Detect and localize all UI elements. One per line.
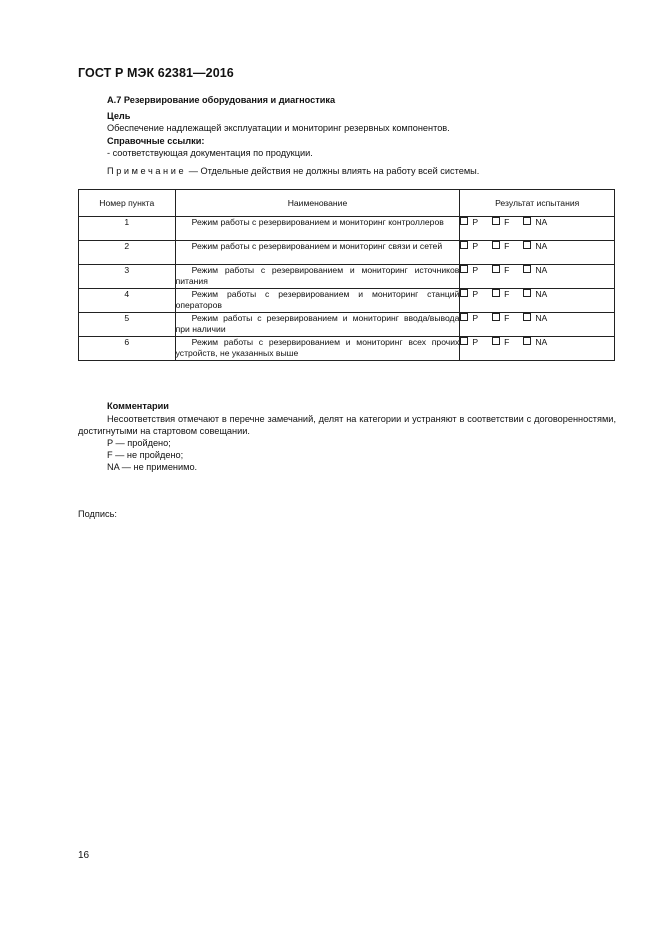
checkbox-na[interactable] bbox=[523, 217, 531, 225]
option-label-p: P bbox=[472, 265, 479, 275]
checkbox-na[interactable] bbox=[523, 289, 531, 297]
goal-text: Обеспечение надлежащей эксплуатации и мониторинг резервных компонентов. bbox=[107, 123, 450, 133]
result-option-na[interactable] bbox=[523, 289, 547, 300]
result-option-f[interactable] bbox=[492, 217, 509, 228]
header-num: Номер пункта bbox=[79, 190, 176, 217]
comments-block bbox=[78, 413, 616, 473]
checkbox-f[interactable] bbox=[492, 313, 500, 321]
option-label-p: P bbox=[472, 241, 479, 251]
comments-text: Несоответствия отмечают в перечне замечаний, делят на категории и устраняют в соответствии с договоренностями, достигнутыми на стартовом совещании. bbox=[78, 414, 616, 436]
option-label-na: NA bbox=[535, 337, 548, 347]
option-label-f: F bbox=[504, 289, 510, 299]
checkbox-na[interactable] bbox=[523, 313, 531, 321]
goal-label: Цель bbox=[107, 111, 131, 121]
result-option-p[interactable] bbox=[460, 241, 478, 252]
option-label-f: F bbox=[504, 265, 510, 275]
result-option-p[interactable] bbox=[460, 289, 478, 300]
row-number: 2 bbox=[79, 241, 176, 265]
option-label-f: F bbox=[504, 337, 510, 347]
result-option-f[interactable] bbox=[492, 289, 509, 300]
document-title: ГОСТ Р МЭК 62381—2016 bbox=[78, 66, 234, 80]
row-number: 4 bbox=[79, 289, 176, 313]
option-label-na: NA bbox=[535, 265, 548, 275]
row-result bbox=[460, 289, 615, 313]
option-label-f: F bbox=[504, 241, 510, 251]
result-option-f[interactable] bbox=[492, 337, 509, 348]
result-option-f[interactable] bbox=[492, 241, 509, 252]
page-number: 16 bbox=[78, 850, 90, 861]
option-label-na: NA bbox=[535, 313, 548, 323]
row-result bbox=[460, 265, 615, 289]
header-result: Результат испытания bbox=[460, 190, 615, 217]
result-option-f[interactable] bbox=[492, 313, 509, 324]
refs-text: - соответствующая документация по продукции. bbox=[107, 148, 313, 158]
result-option-f[interactable] bbox=[492, 265, 509, 276]
row-number: 6 bbox=[79, 337, 176, 361]
goal-text-block bbox=[107, 122, 617, 160]
option-label-na: NA bbox=[535, 217, 548, 227]
checkbox-na[interactable] bbox=[523, 337, 531, 345]
result-option-na[interactable] bbox=[523, 313, 547, 324]
row-name: Режим работы с резервированием и мониторинг источников питания bbox=[175, 265, 460, 289]
table-row bbox=[79, 337, 615, 361]
checkbox-f[interactable] bbox=[492, 337, 500, 345]
option-label-p: P bbox=[472, 313, 479, 323]
checkbox-na[interactable] bbox=[523, 241, 531, 249]
result-option-na[interactable] bbox=[523, 337, 547, 348]
signature-label: Подпись: bbox=[78, 509, 117, 519]
row-result bbox=[460, 217, 615, 241]
note-lead: Примечание bbox=[107, 166, 187, 176]
option-label-na: NA bbox=[535, 241, 548, 251]
result-option-p[interactable] bbox=[460, 265, 478, 276]
section-title: А.7 Резервирование оборудования и диагностика bbox=[107, 95, 336, 105]
header-name: Наименование bbox=[175, 190, 460, 217]
checkbox-p[interactable] bbox=[460, 313, 468, 321]
row-result bbox=[460, 337, 615, 361]
option-label-p: P bbox=[472, 289, 479, 299]
option-label-p: P bbox=[472, 337, 479, 347]
checkbox-p[interactable] bbox=[460, 337, 468, 345]
table-row bbox=[79, 289, 615, 313]
row-number: 5 bbox=[79, 313, 176, 337]
table-header-row bbox=[79, 190, 615, 217]
note bbox=[107, 165, 617, 178]
legend-p: P — пройдено; bbox=[107, 438, 171, 448]
row-result bbox=[460, 241, 615, 265]
table-row bbox=[79, 313, 615, 337]
legend-na: NA — не применимо. bbox=[107, 462, 198, 472]
checkbox-p[interactable] bbox=[460, 265, 468, 273]
option-label-na: NA bbox=[535, 289, 548, 299]
result-option-na[interactable] bbox=[523, 217, 547, 228]
checkbox-p[interactable] bbox=[460, 217, 468, 225]
comments-title: Комментарии bbox=[107, 401, 169, 411]
row-number: 1 bbox=[79, 217, 176, 241]
result-option-p[interactable] bbox=[460, 337, 478, 348]
option-label-p: P bbox=[472, 217, 479, 227]
table-row bbox=[79, 217, 615, 241]
result-option-na[interactable] bbox=[523, 241, 547, 252]
checkbox-f[interactable] bbox=[492, 217, 500, 225]
refs-label: Справочные ссылки: bbox=[107, 135, 205, 146]
row-name: Режим работы с резервированием и мониторинг контроллеров bbox=[175, 217, 460, 241]
row-name: Режим работы с резервированием и мониторинг ввода/вывода при наличии bbox=[175, 313, 460, 337]
table-row bbox=[79, 265, 615, 289]
results-table bbox=[78, 189, 615, 361]
checkbox-p[interactable] bbox=[460, 289, 468, 297]
checkbox-na[interactable] bbox=[523, 265, 531, 273]
option-label-f: F bbox=[504, 217, 510, 227]
checkbox-f[interactable] bbox=[492, 265, 500, 273]
result-option-p[interactable] bbox=[460, 217, 478, 228]
row-name: Режим работы с резервированием и мониторинг станций операторов bbox=[175, 289, 460, 313]
row-name: Режим работы с резервированием и мониторинг связи и сетей bbox=[175, 241, 460, 265]
legend-f: F — не пройдено; bbox=[107, 450, 184, 460]
result-option-p[interactable] bbox=[460, 313, 478, 324]
checkbox-p[interactable] bbox=[460, 241, 468, 249]
checkbox-f[interactable] bbox=[492, 289, 500, 297]
table-row bbox=[79, 241, 615, 265]
goal-block bbox=[107, 110, 617, 123]
row-result bbox=[460, 313, 615, 337]
result-option-na[interactable] bbox=[523, 265, 547, 276]
row-name: Режим работы с резервированием и мониторинг всех прочих устройств, не указанных выше bbox=[175, 337, 460, 361]
note-text: — Отдельные действия не должны влиять на работу всей системы. bbox=[186, 166, 480, 176]
checkbox-f[interactable] bbox=[492, 241, 500, 249]
option-label-f: F bbox=[504, 313, 510, 323]
row-number: 3 bbox=[79, 265, 176, 289]
